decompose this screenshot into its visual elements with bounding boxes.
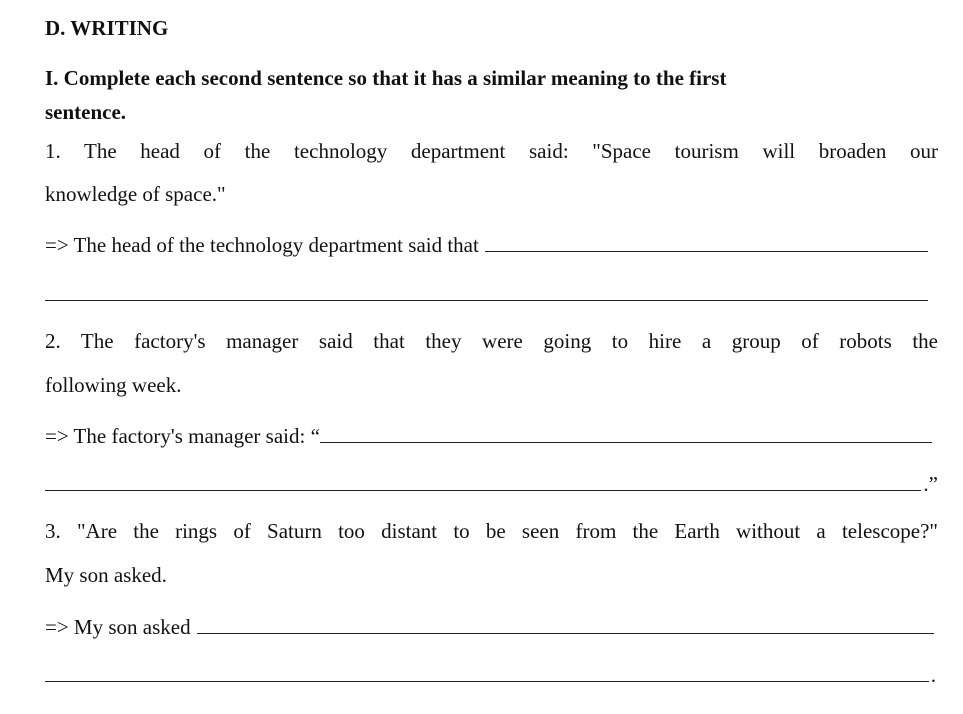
question-1-answer-row: [45, 231, 928, 258]
question-1-answer-prefix: => The head of the technology department said that: [45, 233, 479, 257]
question-3-answer-end: .: [930, 663, 936, 687]
question-2-answer-prefix: => The factory's manager said: “: [45, 424, 320, 448]
question-3-answer-prefix: => My son asked: [45, 615, 191, 639]
question-2-answer-blank[interactable]: [320, 422, 932, 443]
question-2-answer-end: .”: [923, 472, 938, 496]
question-3-answer-blank-2[interactable]: [45, 661, 929, 682]
question-2-text-line-2: following week.: [45, 373, 182, 397]
question-3-text-line-2: My son asked.: [45, 563, 167, 587]
question-1-text-line-2: knowledge of space.": [45, 182, 226, 206]
question-3-answer-continuation: [45, 661, 936, 688]
question-1-answer-blank[interactable]: [485, 231, 928, 252]
question-1-answer-blank-2[interactable]: [45, 280, 928, 301]
question-2-answer-row: [45, 422, 932, 449]
question-2-text-line-1: 2. The factory's manager said that they were going to hire a group of robots the: [45, 329, 938, 353]
question-3-answer-row: [45, 613, 934, 640]
question-2-answer-continuation: [45, 470, 938, 497]
question-3-text-line-1: 3. "Are the rings of Saturn too distant to be seen from the Earth without a telescope?": [45, 519, 938, 543]
section-title: D. WRITING: [45, 16, 169, 40]
instruction-line-2: sentence.: [45, 100, 127, 124]
question-1-text-line-1: 1. The head of the technology department said: "Space tourism will broaden our: [45, 139, 938, 163]
question-1-answer-continuation: [45, 280, 930, 301]
question-2-answer-blank-2[interactable]: [45, 470, 921, 491]
question-3-answer-blank[interactable]: [197, 613, 934, 634]
instruction-line-1: I. Complete each second sentence so that it has a similar meaning to the first: [45, 66, 727, 90]
